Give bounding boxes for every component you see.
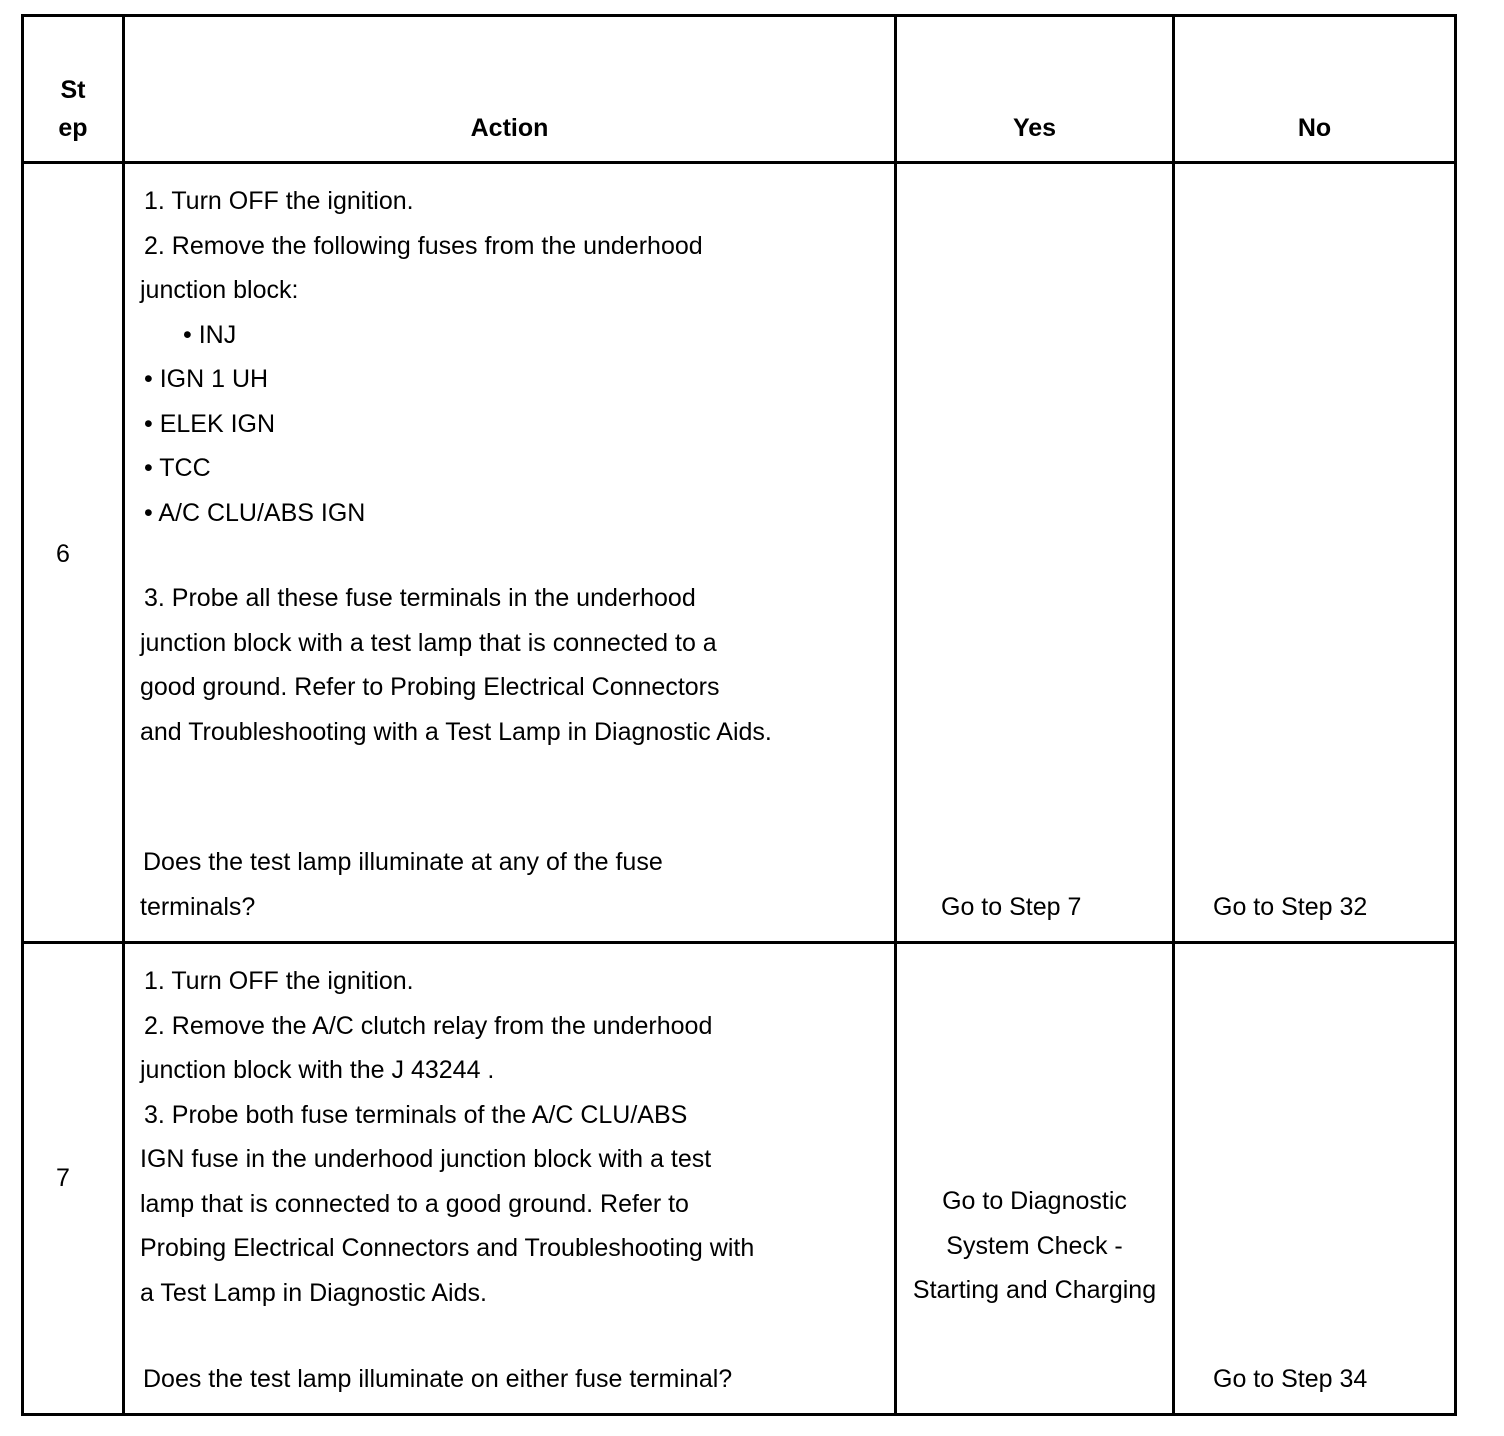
bullet-item: • IGN 1 UH (144, 365, 269, 393)
table-border-top (21, 14, 1457, 17)
question-line: Does the test lamp illuminate on either fuse terminal? (143, 1365, 733, 1393)
no-cell: Go to Step 32 (1213, 893, 1368, 921)
yes-line: System Check - (946, 1232, 1123, 1260)
header-divider (21, 161, 1457, 164)
action-line: lamp that is connected to a good ground. Refer to (140, 1190, 689, 1218)
bullet-item: • INJ (183, 321, 237, 349)
action-line: 3. Probe both fuse terminals of the A/C CLU/ABS (144, 1101, 688, 1129)
action-line: 1. Turn OFF the ignition. (144, 187, 414, 215)
diagnostic-table (21, 14, 1457, 1416)
action-line: 2. Remove the A/C clutch relay from the underhood (144, 1012, 713, 1040)
action-line: junction block: (140, 276, 299, 304)
action-line: junction block with a test lamp that is connected to a (140, 629, 717, 657)
header-step-line2: ep (58, 114, 88, 142)
action-line: junction block with the J 43244 . (140, 1056, 495, 1084)
action-line: 1. Turn OFF the ignition. (144, 967, 414, 995)
question-line: terminals? (140, 893, 256, 921)
action-line: a Test Lamp in Diagnostic Aids. (140, 1279, 487, 1307)
action-line: 3. Probe all these fuse terminals in the underhood (144, 584, 696, 612)
yes-line: Starting and Charging (912, 1276, 1157, 1304)
yes-cell: Go to Step 7 (941, 893, 1082, 921)
step-number: 6 (56, 540, 70, 568)
bullet-item: • TCC (144, 454, 211, 482)
table-border-right (1454, 14, 1457, 1416)
action-line: and Troubleshooting with a Test Lamp in Diagnostic Aids. (140, 718, 772, 746)
row-divider (21, 941, 1457, 944)
table-border-bottom (21, 1413, 1457, 1416)
column-divider-yes (1172, 14, 1175, 1416)
column-divider-step (122, 14, 125, 1416)
table-border-left (21, 14, 24, 1416)
action-line: good ground. Refer to Probing Electrical Connectors (140, 673, 720, 701)
question-line: Does the test lamp illuminate at any of the fuse (143, 848, 663, 876)
bullet-item: • ELEK IGN (144, 410, 276, 438)
header-no: No (1297, 114, 1332, 142)
action-line: 2. Remove the following fuses from the underhood (144, 232, 703, 260)
header-step-line1: St (60, 76, 86, 104)
step-number: 7 (56, 1164, 70, 1192)
header-action: Action (470, 114, 549, 142)
yes-line: Go to Diagnostic (942, 1187, 1127, 1215)
no-cell: Go to Step 34 (1213, 1365, 1368, 1393)
bullet-item: • A/C CLU/ABS IGN (144, 499, 366, 527)
action-line: Probing Electrical Connectors and Troubleshooting with (140, 1234, 755, 1262)
action-line: IGN fuse in the underhood junction block with a test (140, 1145, 712, 1173)
header-yes: Yes (1012, 114, 1057, 142)
